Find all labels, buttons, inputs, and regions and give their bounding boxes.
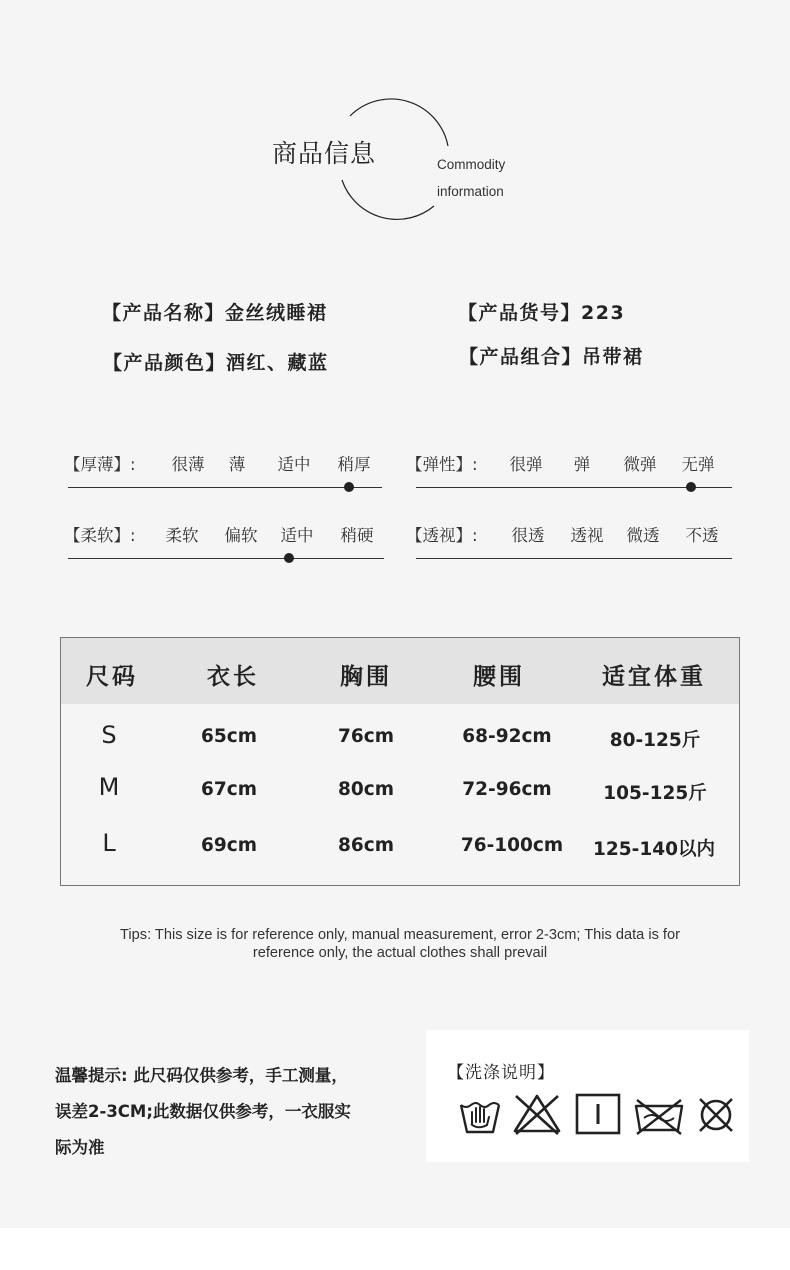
subtitle-line-2: information	[437, 184, 504, 199]
scale-option: 微弹	[623, 455, 657, 474]
scale-indicator-dot	[344, 482, 354, 492]
table-cell: S	[101, 721, 117, 749]
scale-option: 稍厚	[337, 455, 371, 474]
product-name: 【产品名称】金丝绒睡裙	[102, 302, 328, 324]
line-dry-icon	[575, 1092, 621, 1136]
scale-track	[416, 558, 732, 559]
scale-option: 很透	[511, 526, 545, 545]
scale-option: 无弹	[681, 455, 715, 474]
scale-option: 微透	[626, 526, 660, 545]
table-cell: 80cm	[338, 779, 394, 800]
scale-track	[68, 487, 382, 488]
table-header-cell: 腰围	[473, 664, 525, 690]
tips-line-2: reference only, the actual clothes shall prevail	[252, 945, 548, 961]
table-cell: L	[102, 829, 116, 857]
table-header-cell: 胸围	[340, 664, 392, 690]
scale-option: 很弹	[509, 455, 543, 474]
do-not-bleach-icon	[512, 1092, 562, 1136]
table-cell: 80-125斤	[609, 730, 701, 751]
scale-indicator-dot	[686, 482, 696, 492]
product-combo: 【产品组合】吊带裙	[459, 346, 644, 368]
notice-line-2: 误差2-3CM;此数据仅供参考，一衣服实	[55, 1102, 351, 1121]
product-sku: 【产品货号】223	[458, 302, 626, 324]
tips-line-1: Tips: This size is for reference only, manual measurement, error 2-3cm; This data is for	[120, 927, 680, 943]
transparency-scale	[406, 522, 736, 582]
table-cell: 86cm	[338, 835, 394, 856]
table-header-cell: 适宜体重	[602, 664, 706, 690]
notice-line-1: 温馨提示: 此尺码仅供参考，手工测量，	[55, 1066, 348, 1085]
scale-option: 透视	[570, 526, 604, 545]
scale-label: 【透视】:	[406, 526, 478, 545]
scale-option: 弹	[573, 455, 591, 474]
table-cell: 68-92cm	[462, 726, 552, 747]
scale-option: 很薄	[171, 455, 205, 474]
subtitle-line-1: Commodity	[437, 157, 506, 172]
wash-title: 【洗涤说明】	[447, 1063, 555, 1083]
scale-option: 适中	[277, 455, 311, 474]
scale-option: 稍硬	[340, 526, 374, 545]
do-not-iron-icon	[632, 1092, 686, 1136]
table-cell: 125-140以内	[593, 839, 715, 860]
table-cell: 76-100cm	[460, 835, 564, 856]
size-table	[60, 637, 740, 886]
table-cell: 69cm	[201, 835, 257, 856]
table-header-cell: 衣长	[207, 664, 259, 690]
scale-option: 柔软	[165, 526, 199, 545]
table-cell: M	[98, 773, 120, 801]
hand-wash-icon	[458, 1092, 502, 1136]
wash-instructions-panel	[426, 1030, 749, 1162]
scale-option: 适中	[280, 526, 314, 545]
scale-label: 【厚薄】:	[64, 455, 136, 474]
scale-option: 偏软	[224, 526, 258, 545]
elasticity-scale	[406, 451, 736, 511]
do-not-dry-clean-icon	[694, 1092, 738, 1136]
table-cell: 65cm	[201, 726, 257, 747]
size-tips	[60, 926, 740, 962]
page-title: 商品信息	[272, 139, 377, 168]
page-subtitle	[437, 151, 505, 205]
scale-indicator-dot	[284, 553, 294, 563]
thickness-scale	[64, 451, 386, 511]
notice-line-3: 际为准	[55, 1138, 105, 1157]
warm-notice	[55, 1058, 395, 1166]
scale-option: 不透	[685, 526, 719, 545]
table-cell: 105-125斤	[603, 783, 707, 804]
scale-track	[68, 558, 384, 559]
product-color: 【产品颜色】酒红、藏蓝	[103, 352, 329, 374]
table-cell: 67cm	[201, 779, 257, 800]
scale-option: 薄	[228, 455, 246, 474]
scale-label: 【柔软】:	[64, 526, 136, 545]
table-cell: 72-96cm	[462, 779, 552, 800]
table-header-cell: 尺码	[86, 664, 138, 690]
scale-label: 【弹性】:	[406, 455, 478, 474]
softness-scale	[64, 522, 386, 582]
table-cell: 76cm	[338, 726, 394, 747]
scale-track	[416, 487, 732, 488]
table-header-row	[61, 638, 739, 704]
